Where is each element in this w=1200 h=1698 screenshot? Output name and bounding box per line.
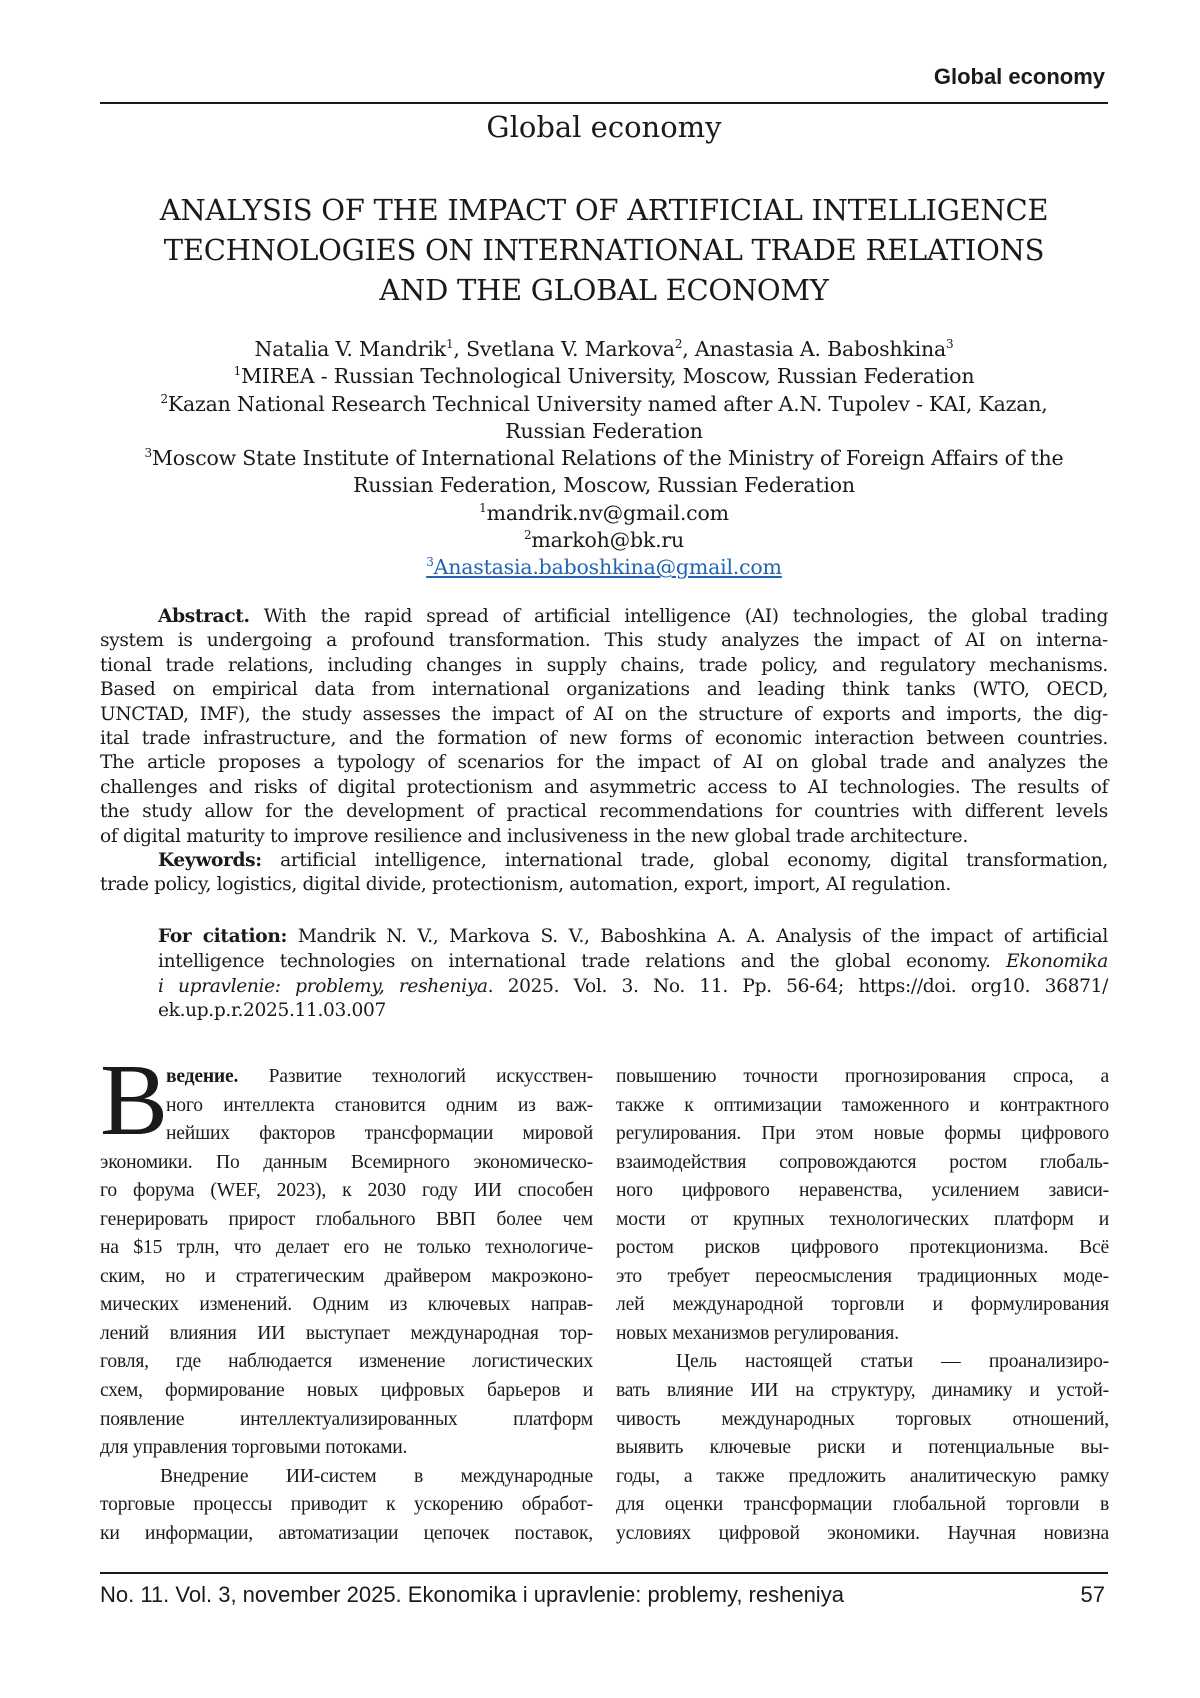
body-line: взаимодействия сопровождаются ростом глобаль- bbox=[616, 1151, 1109, 1173]
body-line: ростом рисков цифрового протекционизма. Всё bbox=[616, 1237, 1109, 1259]
body-line: регулирования. При этом новые формы цифрового bbox=[616, 1123, 1109, 1145]
body-line: ским, но и стратегическим драйвером макроэконо- bbox=[100, 1265, 593, 1287]
body-line: выявить ключевые риски и потенциальные вы- bbox=[616, 1437, 1109, 1459]
body-line: ного интеллекта становится одним из важ- bbox=[166, 1094, 593, 1116]
email-2: $^2$markoh@bk.ru bbox=[523, 528, 685, 553]
body-line: лений влияния ИИ выступает международная тор- bbox=[100, 1322, 593, 1344]
affil-marker: 2 bbox=[674, 337, 683, 352]
body-line: вать влияние ИИ на структуру, динамику и устой- bbox=[616, 1380, 1109, 1402]
email-3-link[interactable]: $^3$Anastasia.baboshkina@gmail.com bbox=[426, 555, 782, 580]
body-line: торговые процессы приводит к ускорению обработ- bbox=[100, 1494, 593, 1516]
abstract-line: Based on empirical data from international organizations and leading think tanks (WTO, OECD, bbox=[100, 679, 1108, 701]
body-column-left bbox=[100, 1063, 593, 1548]
section-title: Global economy bbox=[486, 110, 722, 144]
body-line: на $15 трлн, что делает его не только технологиче- bbox=[100, 1237, 593, 1259]
body-line: ного цифрового неравенства, усилением зависи- bbox=[616, 1180, 1109, 1202]
body-line: ведение. Развитие технологий искусствен- bbox=[166, 1066, 593, 1087]
abstract-line: The article proposes a typology of scenarios for the impact of AI on global trade and analyzes the bbox=[100, 752, 1108, 774]
title-line: TECHNOLOGIES ON INTERNATIONAL TRADE RELATIONS bbox=[163, 233, 1045, 267]
body-line: Внедрение ИИ-систем в международные bbox=[160, 1465, 593, 1487]
authors-line: Natalia V. Mandrik$^1$, Svetlana V. Markova$^2$, Anastasia A. Baboshkina$^3$ bbox=[254, 337, 954, 361]
running-head: Global economy bbox=[933, 64, 1105, 89]
citation-line: For citation: Mandrik N. V., Markova S. V., Baboshkina A. A. Analysis of the impact of artificial bbox=[158, 926, 1109, 947]
body-line: мости от крупных технологических платформ и bbox=[616, 1208, 1109, 1230]
body-line: нейших факторов трансформации мировой bbox=[166, 1123, 593, 1145]
affiliation-2: $^2$Kazan National Research Technical University named after A.N. Tupolev - KAI, Kazan, bbox=[160, 391, 1048, 416]
affil-marker: 1 bbox=[445, 337, 454, 352]
author-name: Svetlana V. Markova bbox=[466, 337, 675, 361]
footer-journal: No. 11. Vol. 3, november 2025. Ekonomika i upravlenie: problemy, resheniya bbox=[100, 1582, 844, 1607]
abstract bbox=[100, 605, 1108, 898]
body-line: это требует переосмысления традиционных моде- bbox=[616, 1265, 1109, 1287]
article-title bbox=[100, 190, 1108, 310]
abstract-line: challenges and risks of digital protectionism and asymmetric access to AI technologies. The results of bbox=[100, 776, 1108, 798]
body-line: повышению точности прогнозирования спроса, а bbox=[616, 1066, 1109, 1087]
title-line: AND THE GLOBAL ECONOMY bbox=[379, 273, 829, 307]
abstract-line: system is undergoing a profound transformation. This study analyzes the impact of AI on interna- bbox=[100, 630, 1108, 652]
author-block bbox=[100, 336, 1108, 582]
body-line: появление интеллектуализированных платформ bbox=[100, 1408, 593, 1430]
body-line: новых механизмов регулирования. bbox=[616, 1322, 899, 1344]
body-line: Цель настоящей статьи — проанализиро- bbox=[676, 1351, 1109, 1373]
body-line: ки информации, автоматизации цепочек поставок, bbox=[100, 1522, 593, 1544]
affiliation-2-cont: Russian Federation bbox=[505, 418, 703, 443]
abstract-line: tional trade relations, including changes in supply chains, trade policy, and regulatory mechanisms. bbox=[100, 654, 1108, 676]
citation-line: i upravlenie: problemy, resheniya. 2025. Vol. 3. No. 11. Pp. 56-64; https://doi. org10. 36871/ bbox=[158, 975, 1108, 997]
keywords-label: Keywords: bbox=[158, 850, 262, 872]
body-line: также к оптимизации таможенного и контрактного bbox=[616, 1094, 1109, 1116]
body-line: генерировать прирост глобального ВВП более чем bbox=[100, 1208, 593, 1230]
page-number: 57 bbox=[1080, 1582, 1105, 1607]
affiliation-3: $^3$Moscow State Institute of International Relations of the Ministry of Foreign Affairs of the bbox=[144, 446, 1064, 471]
author-name: Natalia V. Mandrik bbox=[254, 337, 446, 361]
affil-marker: 3 bbox=[946, 337, 954, 352]
body-line: экономики. По данным Всемирного экономическо- bbox=[100, 1151, 593, 1173]
body-line: мических изменений. Одним из ключевых направ- bbox=[100, 1294, 593, 1316]
citation bbox=[158, 925, 1108, 1024]
abstract-line: Abstract. With the rapid spread of artificial intelligence (AI) technologies, the global trading bbox=[158, 606, 1109, 627]
affiliation-3-cont: Russian Federation, Moscow, Russian Federation bbox=[353, 473, 855, 498]
citation-line: ek.up.p.r.2025.11.03.007 bbox=[158, 1000, 386, 1022]
abstract-line: ital trade infrastructure, and the formation of new forms of economic interaction between countries. bbox=[100, 728, 1108, 750]
body-line: говля, где наблюдается изменение логистических bbox=[100, 1351, 593, 1373]
body-line: годы, а также предложить аналитическую рамку bbox=[616, 1465, 1109, 1487]
citation-label: For citation: bbox=[158, 926, 288, 947]
body-column-right bbox=[616, 1063, 1109, 1548]
lead-bold: ведение. bbox=[166, 1066, 239, 1087]
body-line: для управления торговыми потоками. bbox=[100, 1437, 408, 1459]
abstract-label: Abstract. bbox=[158, 606, 250, 627]
abstract-line: UNCTAD, IMF), the study assesses the impact of AI on the structure of exports and imports, the dig- bbox=[100, 703, 1108, 725]
abstract-line: the study allow for the development of practical recommendations for countries with different levels bbox=[100, 801, 1108, 823]
body-line: го форума (WEF, 2023), к 2030 году ИИ способен bbox=[100, 1180, 593, 1202]
keywords-line: trade policy, logistics, digital divide, protectionism, automation, export, import, AI regulation. bbox=[100, 874, 951, 896]
header-rule bbox=[100, 102, 1108, 104]
email-1: $^1$mandrik.nv@gmail.com bbox=[479, 500, 729, 525]
abstract-line: of digital maturity to improve resilience and inclusiveness in the new global trade architecture. bbox=[100, 825, 968, 847]
title-line: ANALYSIS OF THE IMPACT OF ARTIFICIAL INTELLIGENCE bbox=[159, 193, 1049, 227]
body-line: условиях цифровой экономики. Научная новизна bbox=[616, 1522, 1109, 1544]
citation-line: intelligence technologies on international trade relations and the global economy. Ekonomika bbox=[158, 950, 1108, 972]
author-name: Anastasia A. Baboshkina bbox=[694, 337, 947, 361]
body-line: лей международной торговли и формулирования bbox=[616, 1294, 1109, 1316]
footer-rule bbox=[100, 1572, 1108, 1574]
affiliation-1: $^1$MIREA - Russian Technological University, Moscow, Russian Federation bbox=[233, 364, 975, 389]
body-line: схем, формирование новых цифровых барьеров и bbox=[100, 1380, 593, 1402]
drop-cap: В bbox=[100, 1044, 169, 1157]
body-line: чивость международных торговых отношений, bbox=[616, 1408, 1109, 1430]
body-line: для оценки трансформации глобальной торговли в bbox=[616, 1494, 1109, 1516]
keywords-line: Keywords: artificial intelligence, international trade, global economy, digital transformation, bbox=[158, 850, 1108, 872]
